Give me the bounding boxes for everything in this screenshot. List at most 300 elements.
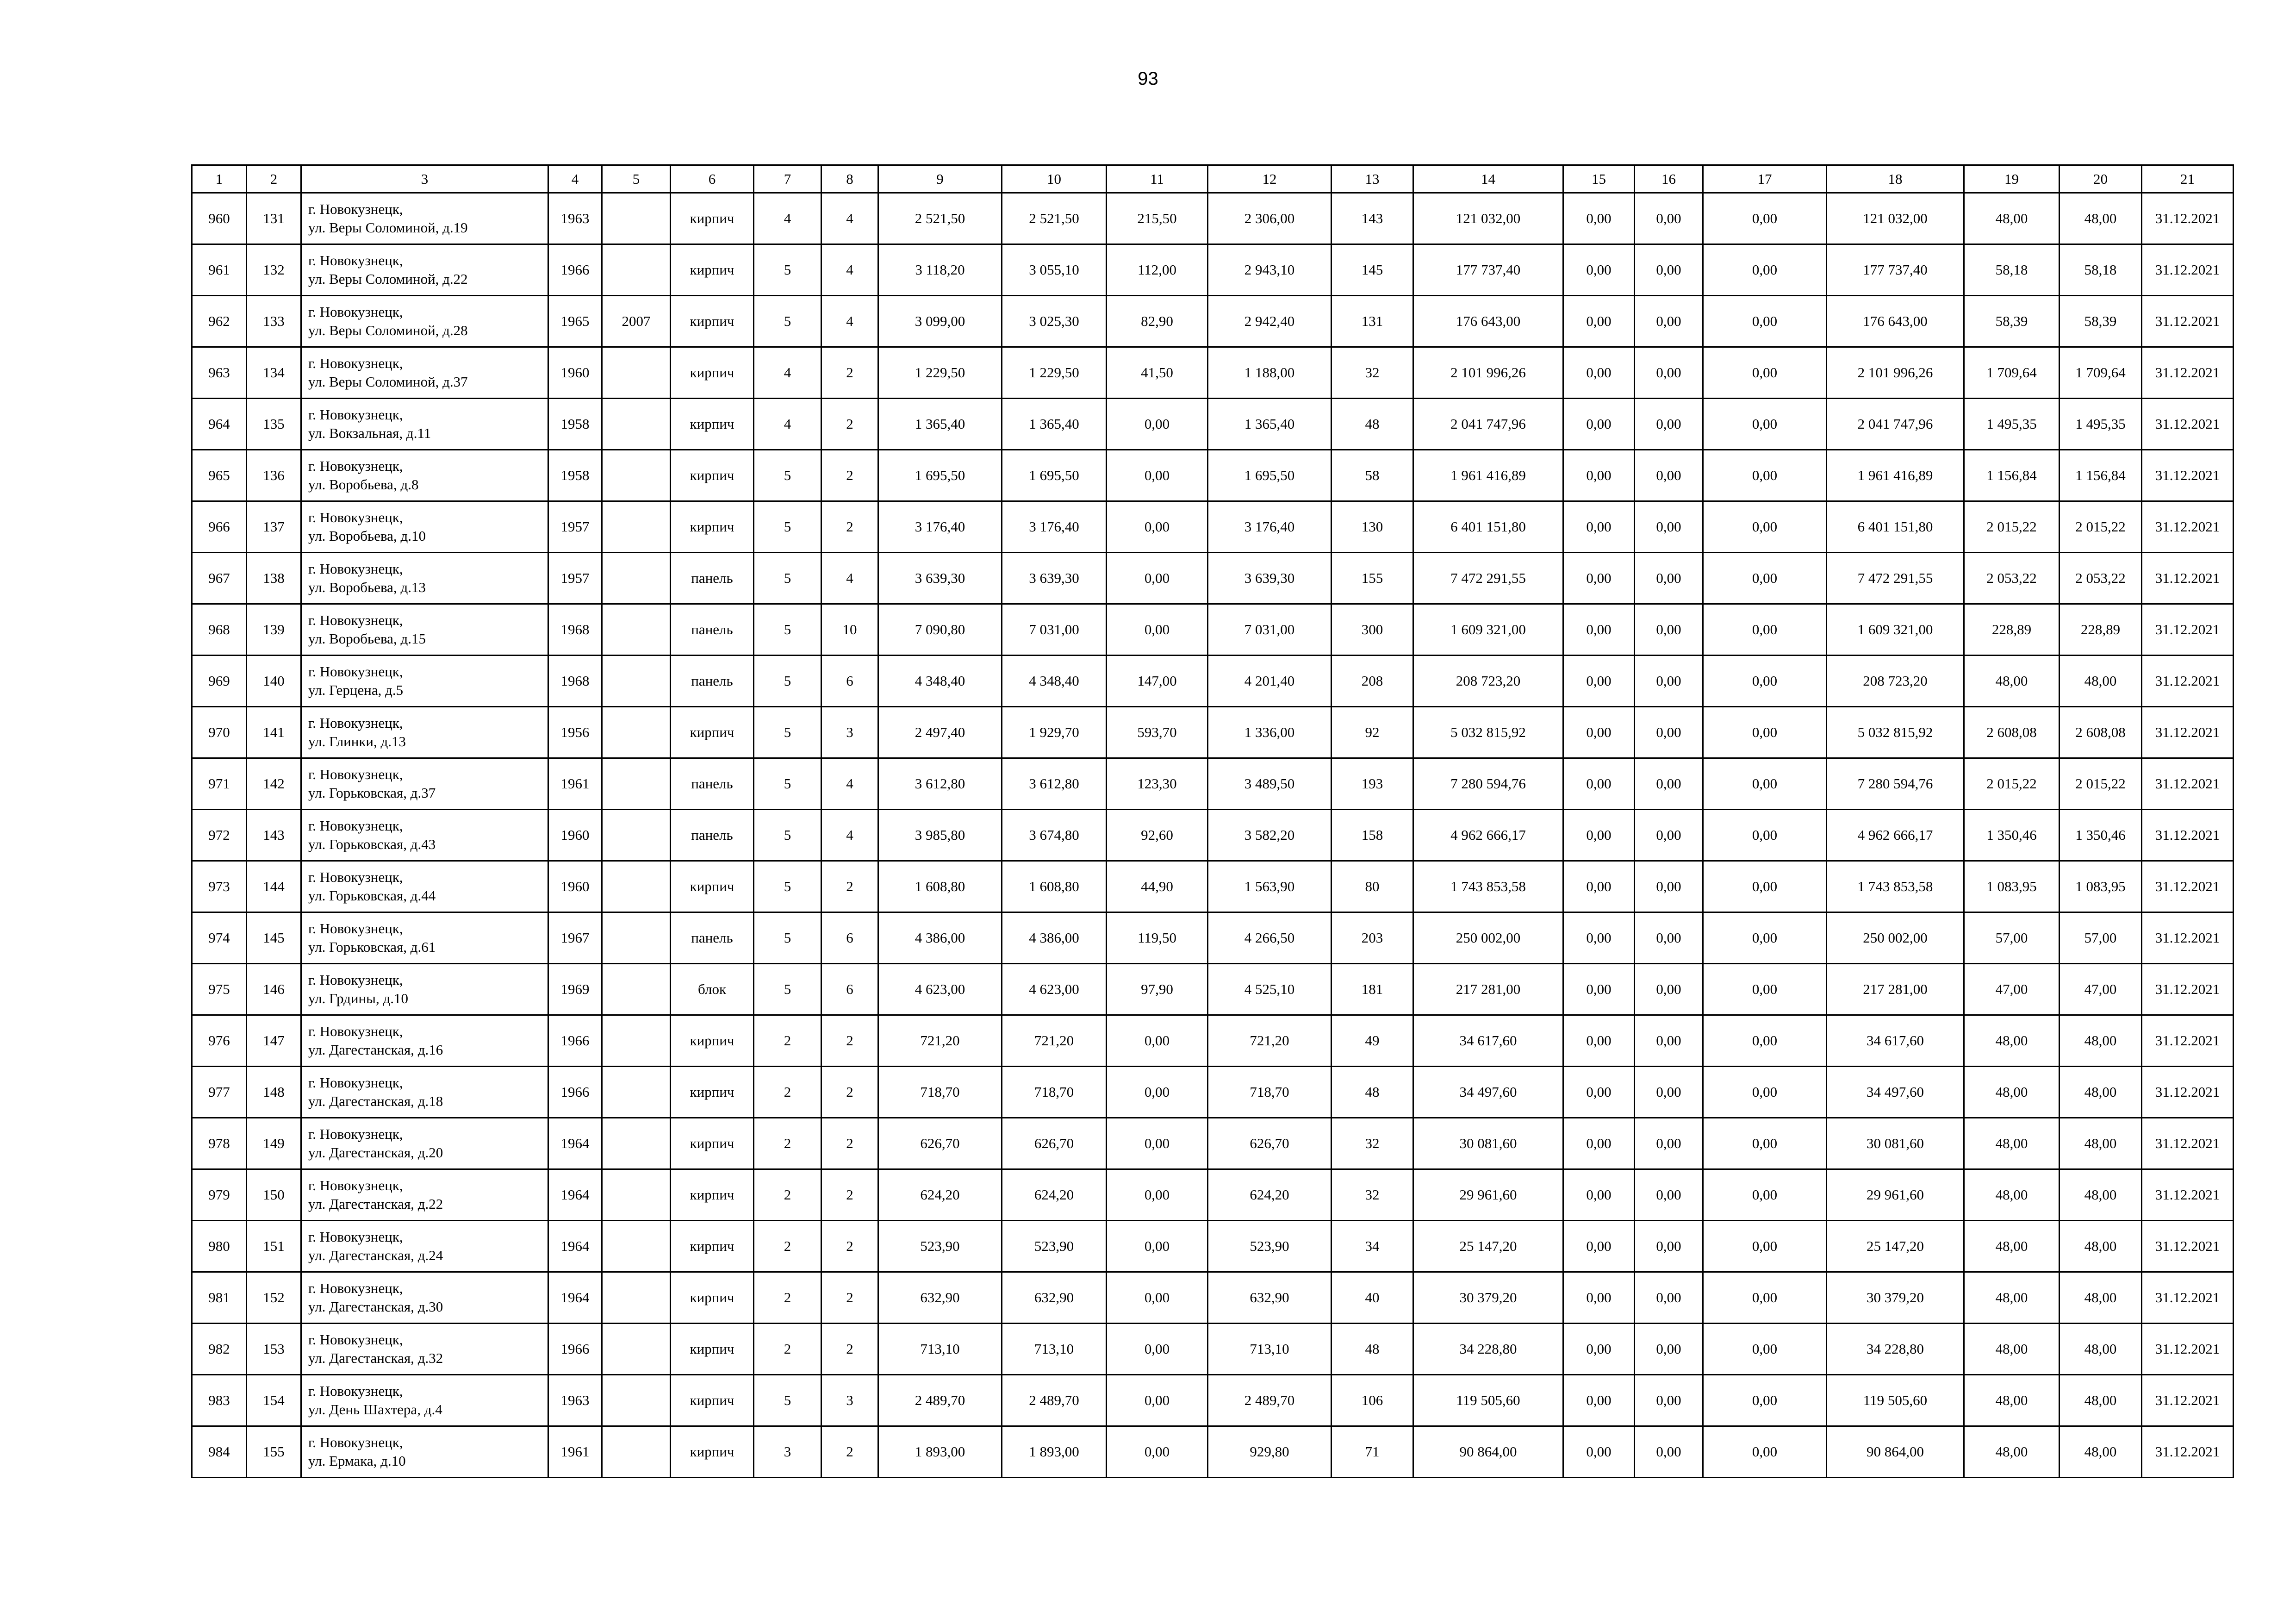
cell-col-13: 34	[1332, 1221, 1413, 1272]
cell-col-6: кирпич	[671, 1324, 754, 1375]
cell-col-15: 0,00	[1563, 1067, 1635, 1118]
cell-col-15: 0,00	[1563, 347, 1635, 399]
cell-col-11: 112,00	[1107, 244, 1208, 296]
address-street: ул. Веры Соломиной, д.19	[308, 219, 468, 236]
cell-col-10: 1 608,80	[1002, 861, 1107, 912]
address-cell	[301, 604, 548, 656]
address-city: г. Новокузнецк,	[308, 355, 403, 371]
cell-col-14: 34 228,80	[1413, 1324, 1563, 1375]
address-cell	[301, 707, 548, 758]
cell-col-18: 6 401 151,80	[1827, 501, 1964, 553]
cell-col-5	[602, 399, 671, 450]
column-header-2: 2	[247, 165, 301, 193]
cell-col-8: 2	[821, 1324, 878, 1375]
cell-col-12: 1 695,50	[1208, 450, 1332, 501]
table-row	[192, 553, 2234, 604]
cell-col-17: 0,00	[1703, 1221, 1827, 1272]
cell-col-15: 0,00	[1563, 964, 1635, 1015]
cell-col-4: 1961	[548, 1426, 602, 1478]
cell-col-4: 1958	[548, 450, 602, 501]
column-header-14: 14	[1413, 165, 1563, 193]
cell-col-21: 31.12.2021	[2142, 604, 2234, 656]
address-cell	[301, 553, 548, 604]
cell-col-12: 4 201,40	[1208, 656, 1332, 707]
cell-col-21: 31.12.2021	[2142, 964, 2234, 1015]
cell-col-1: 982	[192, 1324, 247, 1375]
housing-register-table	[191, 164, 2234, 1478]
address-street: ул. Дагестанская, д.30	[308, 1299, 443, 1315]
cell-col-6: кирпич	[671, 1067, 754, 1118]
cell-col-5	[602, 1272, 671, 1324]
cell-col-15: 0,00	[1563, 810, 1635, 861]
cell-col-8: 4	[821, 244, 878, 296]
cell-col-1: 979	[192, 1169, 247, 1221]
address-cell	[301, 912, 548, 964]
cell-col-7: 5	[754, 296, 821, 347]
cell-col-13: 155	[1332, 553, 1413, 604]
cell-col-4: 1958	[548, 399, 602, 450]
cell-col-8: 6	[821, 912, 878, 964]
cell-col-20: 48,00	[2060, 193, 2142, 244]
cell-col-11: 0,00	[1107, 553, 1208, 604]
cell-col-17: 0,00	[1703, 1426, 1827, 1478]
cell-col-14: 1 743 853,58	[1413, 861, 1563, 912]
cell-col-17: 0,00	[1703, 1272, 1827, 1324]
cell-col-6: панель	[671, 604, 754, 656]
cell-col-11: 147,00	[1107, 656, 1208, 707]
cell-col-10: 624,20	[1002, 1169, 1107, 1221]
cell-col-1: 977	[192, 1067, 247, 1118]
cell-col-5	[602, 1169, 671, 1221]
cell-col-17: 0,00	[1703, 707, 1827, 758]
cell-col-11: 0,00	[1107, 1118, 1208, 1169]
cell-col-8: 4	[821, 553, 878, 604]
cell-col-4: 1957	[548, 501, 602, 553]
cell-col-15: 0,00	[1563, 1221, 1635, 1272]
cell-col-17: 0,00	[1703, 1067, 1827, 1118]
cell-col-16: 0,00	[1635, 707, 1703, 758]
cell-col-19: 1 350,46	[1964, 810, 2060, 861]
cell-col-20: 1 350,46	[2060, 810, 2142, 861]
cell-col-6: кирпич	[671, 501, 754, 553]
address-city: г. Новокузнецк,	[308, 818, 403, 834]
cell-col-4: 1966	[548, 1067, 602, 1118]
address-cell	[301, 450, 548, 501]
cell-col-12: 2 942,40	[1208, 296, 1332, 347]
cell-col-9: 4 386,00	[878, 912, 1002, 964]
cell-col-16: 0,00	[1635, 1426, 1703, 1478]
cell-col-6: панель	[671, 656, 754, 707]
cell-col-11: 0,00	[1107, 1426, 1208, 1478]
cell-col-10: 4 623,00	[1002, 964, 1107, 1015]
cell-col-14: 1 961 416,89	[1413, 450, 1563, 501]
cell-col-19: 48,00	[1964, 656, 2060, 707]
cell-col-8: 4	[821, 810, 878, 861]
cell-col-21: 31.12.2021	[2142, 1118, 2234, 1169]
cell-col-2: 136	[247, 450, 301, 501]
cell-col-15: 0,00	[1563, 193, 1635, 244]
cell-col-2: 150	[247, 1169, 301, 1221]
cell-col-12: 624,20	[1208, 1169, 1332, 1221]
cell-col-2: 149	[247, 1118, 301, 1169]
cell-col-5	[602, 1118, 671, 1169]
cell-col-14: 7 280 594,76	[1413, 758, 1563, 810]
cell-col-12: 718,70	[1208, 1067, 1332, 1118]
cell-col-12: 7 031,00	[1208, 604, 1332, 656]
cell-col-1: 978	[192, 1118, 247, 1169]
cell-col-13: 158	[1332, 810, 1413, 861]
cell-col-13: 145	[1332, 244, 1413, 296]
cell-col-18: 1 961 416,89	[1827, 450, 1964, 501]
cell-col-12: 929,80	[1208, 1426, 1332, 1478]
cell-col-1: 975	[192, 964, 247, 1015]
cell-col-21: 31.12.2021	[2142, 553, 2234, 604]
cell-col-1: 966	[192, 501, 247, 553]
cell-col-21: 31.12.2021	[2142, 1426, 2234, 1478]
cell-col-17: 0,00	[1703, 1324, 1827, 1375]
cell-col-16: 0,00	[1635, 964, 1703, 1015]
cell-col-15: 0,00	[1563, 399, 1635, 450]
cell-col-5	[602, 964, 671, 1015]
cell-col-18: 90 864,00	[1827, 1426, 1964, 1478]
cell-col-15: 0,00	[1563, 861, 1635, 912]
cell-col-20: 48,00	[2060, 1324, 2142, 1375]
cell-col-5	[602, 193, 671, 244]
cell-col-11: 0,00	[1107, 1221, 1208, 1272]
cell-col-13: 40	[1332, 1272, 1413, 1324]
cell-col-20: 48,00	[2060, 1426, 2142, 1478]
cell-col-21: 31.12.2021	[2142, 1067, 2234, 1118]
cell-col-16: 0,00	[1635, 1118, 1703, 1169]
cell-col-9: 3 639,30	[878, 553, 1002, 604]
cell-col-14: 25 147,20	[1413, 1221, 1563, 1272]
cell-col-18: 2 101 996,26	[1827, 347, 1964, 399]
column-header-4: 4	[548, 165, 602, 193]
cell-col-13: 71	[1332, 1426, 1413, 1478]
table-row	[192, 1118, 2234, 1169]
cell-col-6: кирпич	[671, 1015, 754, 1067]
cell-col-2: 137	[247, 501, 301, 553]
cell-col-8: 2	[821, 861, 878, 912]
cell-col-17: 0,00	[1703, 912, 1827, 964]
cell-col-19: 1 083,95	[1964, 861, 2060, 912]
cell-col-18: 1 609 321,00	[1827, 604, 1964, 656]
cell-col-17: 0,00	[1703, 656, 1827, 707]
cell-col-7: 5	[754, 810, 821, 861]
cell-col-20: 48,00	[2060, 1221, 2142, 1272]
cell-col-20: 1 156,84	[2060, 450, 2142, 501]
cell-col-10: 3 025,30	[1002, 296, 1107, 347]
cell-col-10: 523,90	[1002, 1221, 1107, 1272]
cell-col-2: 135	[247, 399, 301, 450]
cell-col-7: 2	[754, 1067, 821, 1118]
cell-col-13: 32	[1332, 347, 1413, 399]
cell-col-10: 3 639,30	[1002, 553, 1107, 604]
cell-col-2: 152	[247, 1272, 301, 1324]
cell-col-20: 58,18	[2060, 244, 2142, 296]
column-header-7: 7	[754, 165, 821, 193]
table-row	[192, 193, 2234, 244]
cell-col-9: 718,70	[878, 1067, 1002, 1118]
cell-col-15: 0,00	[1563, 1015, 1635, 1067]
address-cell	[301, 501, 548, 553]
cell-col-2: 133	[247, 296, 301, 347]
column-header-3: 3	[301, 165, 548, 193]
cell-col-21: 31.12.2021	[2142, 1015, 2234, 1067]
cell-col-1: 984	[192, 1426, 247, 1478]
cell-col-7: 5	[754, 707, 821, 758]
cell-col-9: 713,10	[878, 1324, 1002, 1375]
cell-col-20: 1 709,64	[2060, 347, 2142, 399]
cell-col-19: 1 495,35	[1964, 399, 2060, 450]
cell-col-20: 2 015,22	[2060, 758, 2142, 810]
cell-col-14: 6 401 151,80	[1413, 501, 1563, 553]
cell-col-10: 1 929,70	[1002, 707, 1107, 758]
cell-col-4: 1963	[548, 1375, 602, 1426]
cell-col-15: 0,00	[1563, 656, 1635, 707]
cell-col-9: 4 348,40	[878, 656, 1002, 707]
cell-col-5	[602, 347, 671, 399]
table-row	[192, 604, 2234, 656]
cell-col-15: 0,00	[1563, 758, 1635, 810]
cell-col-11: 0,00	[1107, 1375, 1208, 1426]
cell-col-16: 0,00	[1635, 1272, 1703, 1324]
cell-col-16: 0,00	[1635, 861, 1703, 912]
cell-col-6: кирпич	[671, 861, 754, 912]
cell-col-1: 971	[192, 758, 247, 810]
cell-col-6: кирпич	[671, 347, 754, 399]
cell-col-1: 972	[192, 810, 247, 861]
cell-col-6: кирпич	[671, 244, 754, 296]
cell-col-1: 980	[192, 1221, 247, 1272]
cell-col-9: 4 623,00	[878, 964, 1002, 1015]
cell-col-14: 2 041 747,96	[1413, 399, 1563, 450]
cell-col-9: 3 118,20	[878, 244, 1002, 296]
address-city: г. Новокузнецк,	[308, 1434, 403, 1450]
cell-col-17: 0,00	[1703, 501, 1827, 553]
cell-col-12: 1 563,90	[1208, 861, 1332, 912]
address-city: г. Новокузнецк,	[308, 766, 403, 782]
cell-col-7: 5	[754, 861, 821, 912]
cell-col-7: 5	[754, 1375, 821, 1426]
cell-col-5	[602, 758, 671, 810]
cell-col-17: 0,00	[1703, 604, 1827, 656]
cell-col-15: 0,00	[1563, 1272, 1635, 1324]
cell-col-18: 1 743 853,58	[1827, 861, 1964, 912]
table-row	[192, 244, 2234, 296]
cell-col-8: 2	[821, 450, 878, 501]
cell-col-7: 2	[754, 1272, 821, 1324]
address-street: ул. Дагестанская, д.24	[308, 1247, 443, 1263]
table-row	[192, 1169, 2234, 1221]
cell-col-20: 48,00	[2060, 1272, 2142, 1324]
cell-col-15: 0,00	[1563, 1426, 1635, 1478]
cell-col-10: 3 674,80	[1002, 810, 1107, 861]
cell-col-9: 3 176,40	[878, 501, 1002, 553]
cell-col-19: 228,89	[1964, 604, 2060, 656]
cell-col-9: 7 090,80	[878, 604, 1002, 656]
cell-col-8: 2	[821, 399, 878, 450]
cell-col-21: 31.12.2021	[2142, 296, 2234, 347]
address-city: г. Новокузнецк,	[308, 1229, 403, 1245]
cell-col-18: 2 041 747,96	[1827, 399, 1964, 450]
cell-col-18: 119 505,60	[1827, 1375, 1964, 1426]
cell-col-12: 1 188,00	[1208, 347, 1332, 399]
cell-col-15: 0,00	[1563, 1375, 1635, 1426]
address-city: г. Новокузнецк,	[308, 304, 403, 320]
column-header-8: 8	[821, 165, 878, 193]
column-header-21: 21	[2142, 165, 2234, 193]
cell-col-13: 130	[1332, 501, 1413, 553]
cell-col-4: 1968	[548, 604, 602, 656]
cell-col-7: 4	[754, 193, 821, 244]
cell-col-10: 3 055,10	[1002, 244, 1107, 296]
address-cell	[301, 656, 548, 707]
table-row	[192, 450, 2234, 501]
cell-col-10: 1 695,50	[1002, 450, 1107, 501]
cell-col-6: кирпич	[671, 707, 754, 758]
cell-col-16: 0,00	[1635, 758, 1703, 810]
cell-col-16: 0,00	[1635, 193, 1703, 244]
address-street: ул. Воробьева, д.13	[308, 579, 426, 595]
cell-col-11: 593,70	[1107, 707, 1208, 758]
cell-col-2: 139	[247, 604, 301, 656]
cell-col-10: 4 386,00	[1002, 912, 1107, 964]
cell-col-15: 0,00	[1563, 1118, 1635, 1169]
cell-col-1: 961	[192, 244, 247, 296]
cell-col-21: 31.12.2021	[2142, 1375, 2234, 1426]
cell-col-14: 7 472 291,55	[1413, 553, 1563, 604]
cell-col-9: 3 612,80	[878, 758, 1002, 810]
table-row	[192, 1221, 2234, 1272]
cell-col-1: 974	[192, 912, 247, 964]
cell-col-17: 0,00	[1703, 1118, 1827, 1169]
cell-col-20: 228,89	[2060, 604, 2142, 656]
cell-col-2: 155	[247, 1426, 301, 1478]
page-number: 93	[1138, 69, 1158, 89]
cell-col-17: 0,00	[1703, 399, 1827, 450]
cell-col-19: 2 015,22	[1964, 758, 2060, 810]
cell-col-7: 2	[754, 1015, 821, 1067]
cell-col-20: 48,00	[2060, 1015, 2142, 1067]
cell-col-4: 1960	[548, 861, 602, 912]
cell-col-1: 967	[192, 553, 247, 604]
column-header-16: 16	[1635, 165, 1703, 193]
cell-col-2: 145	[247, 912, 301, 964]
cell-col-11: 44,90	[1107, 861, 1208, 912]
cell-col-14: 5 032 815,92	[1413, 707, 1563, 758]
cell-col-16: 0,00	[1635, 1324, 1703, 1375]
cell-col-4: 1963	[548, 193, 602, 244]
cell-col-6: панель	[671, 758, 754, 810]
cell-col-11: 119,50	[1107, 912, 1208, 964]
cell-col-5	[602, 1015, 671, 1067]
cell-col-6: кирпич	[671, 1272, 754, 1324]
address-cell	[301, 1272, 548, 1324]
cell-col-9: 1 695,50	[878, 450, 1002, 501]
cell-col-20: 48,00	[2060, 1067, 2142, 1118]
column-header-5: 5	[602, 165, 671, 193]
cell-col-19: 1 156,84	[1964, 450, 2060, 501]
cell-col-21: 31.12.2021	[2142, 1324, 2234, 1375]
cell-col-9: 2 521,50	[878, 193, 1002, 244]
cell-col-12: 2 489,70	[1208, 1375, 1332, 1426]
cell-col-14: 2 101 996,26	[1413, 347, 1563, 399]
cell-col-15: 0,00	[1563, 296, 1635, 347]
cell-col-14: 121 032,00	[1413, 193, 1563, 244]
cell-col-16: 0,00	[1635, 1169, 1703, 1221]
cell-col-20: 48,00	[2060, 1169, 2142, 1221]
address-street: ул. Горьковская, д.37	[308, 785, 436, 801]
cell-col-15: 0,00	[1563, 707, 1635, 758]
cell-col-14: 30 081,60	[1413, 1118, 1563, 1169]
cell-col-12: 713,10	[1208, 1324, 1332, 1375]
cell-col-19: 48,00	[1964, 1324, 2060, 1375]
address-cell	[301, 861, 548, 912]
cell-col-2: 143	[247, 810, 301, 861]
cell-col-20: 2 053,22	[2060, 553, 2142, 604]
column-header-19: 19	[1964, 165, 2060, 193]
address-cell	[301, 1067, 548, 1118]
address-city: г. Новокузнецк,	[308, 458, 403, 474]
cell-col-7: 5	[754, 656, 821, 707]
cell-col-12: 523,90	[1208, 1221, 1332, 1272]
cell-col-5	[602, 1375, 671, 1426]
table-row	[192, 912, 2234, 964]
address-city: г. Новокузнецк,	[308, 561, 403, 577]
cell-col-6: кирпич	[671, 1118, 754, 1169]
cell-col-18: 25 147,20	[1827, 1221, 1964, 1272]
cell-col-9: 3 985,80	[878, 810, 1002, 861]
cell-col-16: 0,00	[1635, 553, 1703, 604]
cell-col-9: 2 497,40	[878, 707, 1002, 758]
cell-col-13: 193	[1332, 758, 1413, 810]
cell-col-6: кирпич	[671, 1426, 754, 1478]
cell-col-7: 5	[754, 964, 821, 1015]
cell-col-13: 300	[1332, 604, 1413, 656]
cell-col-6: блок	[671, 964, 754, 1015]
cell-col-14: 176 643,00	[1413, 296, 1563, 347]
cell-col-11: 92,60	[1107, 810, 1208, 861]
cell-col-8: 2	[821, 1118, 878, 1169]
cell-col-2: 146	[247, 964, 301, 1015]
cell-col-13: 181	[1332, 964, 1413, 1015]
address-city: г. Новокузнецк,	[308, 715, 403, 731]
cell-col-4: 1957	[548, 553, 602, 604]
table-row	[192, 1375, 2234, 1426]
address-street: ул. Веры Соломиной, д.28	[308, 322, 468, 338]
cell-col-11: 0,00	[1107, 1324, 1208, 1375]
cell-col-6: кирпич	[671, 1375, 754, 1426]
cell-col-1: 960	[192, 193, 247, 244]
cell-col-5	[602, 707, 671, 758]
cell-col-1: 964	[192, 399, 247, 450]
address-city: г. Новокузнецк,	[308, 1023, 403, 1039]
address-street: ул. Воробьева, д.15	[308, 631, 426, 647]
cell-col-12: 632,90	[1208, 1272, 1332, 1324]
cell-col-10: 3 612,80	[1002, 758, 1107, 810]
cell-col-2: 142	[247, 758, 301, 810]
cell-col-7: 3	[754, 1426, 821, 1478]
cell-col-8: 2	[821, 1221, 878, 1272]
cell-col-14: 34 617,60	[1413, 1015, 1563, 1067]
cell-col-2: 148	[247, 1067, 301, 1118]
table-row	[192, 964, 2234, 1015]
address-cell	[301, 244, 548, 296]
address-city: г. Новокузнецк,	[308, 612, 403, 628]
address-cell	[301, 193, 548, 244]
address-street: ул. Горьковская, д.61	[308, 939, 436, 955]
